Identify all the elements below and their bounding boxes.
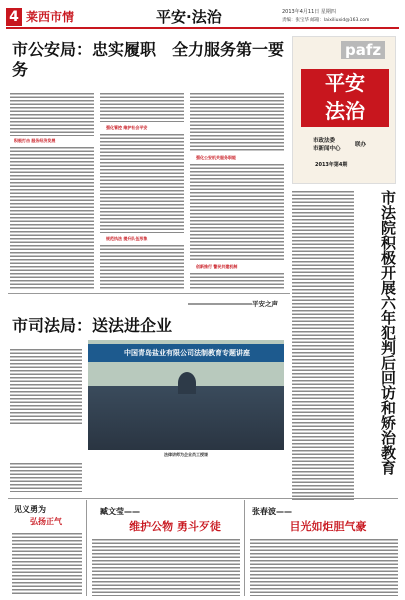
photo-banner-text: 中国青岛盐业有限公司法制教育专题讲座 xyxy=(124,349,250,357)
body-text xyxy=(100,244,184,290)
lead-subhead-5: 创新推行 警民共建机制 xyxy=(196,264,238,269)
body-text xyxy=(190,272,284,290)
peace-section xyxy=(188,296,288,312)
page-number: 4 xyxy=(9,9,19,25)
zhang-headline: 目光如炬胆气豪 xyxy=(289,520,367,533)
body-text xyxy=(100,133,184,233)
banner-sponsor-1: 市政法委 xyxy=(313,138,336,144)
right-article-headline: 市法院积极开展六年犯判后回访和矫治教育 xyxy=(379,190,397,475)
peace-section-label: 平安之声 xyxy=(252,300,278,308)
lead-subhead-3: 规范执法 提升队伍形象 xyxy=(106,236,148,241)
zhang-kicker: 张春波—— xyxy=(252,507,292,516)
divider xyxy=(8,293,290,294)
wisdom-box xyxy=(8,500,84,596)
lead-column-2 xyxy=(100,92,184,290)
masthead xyxy=(6,6,399,28)
divider xyxy=(86,500,87,596)
masthead-rule xyxy=(6,27,399,29)
court-article-body-2 xyxy=(10,462,82,492)
court-article-body xyxy=(10,348,82,424)
section-title: 平安·法治 xyxy=(156,8,222,26)
banner-title-top: 平安 xyxy=(325,71,365,95)
body-text xyxy=(100,92,184,122)
banner-sponsor-2: 市新闻中心 xyxy=(313,146,341,152)
court-headline: 市司法局：送法进企业 xyxy=(12,316,173,335)
lead-headline: 市公安局：忠实履职 全力服务第一要务 xyxy=(12,40,285,79)
photo-banner xyxy=(88,344,284,362)
paper-name: 莱西市情 xyxy=(26,10,75,24)
divider xyxy=(244,500,245,596)
lead-subhead-1: 积极打击 服务经济发展 xyxy=(14,138,56,143)
editor-line: 责编：张宝华 邮箱：laixiliuxid@163.com xyxy=(282,18,370,23)
city-headline: 维护公物 勇斗歹徒 xyxy=(129,520,221,533)
zhang-article-body xyxy=(250,538,398,596)
banner-tag: pafz xyxy=(341,41,385,59)
lead-column-1 xyxy=(10,92,94,290)
court-photo xyxy=(88,340,284,450)
wisdom-box-title-bottom: 弘扬正气 xyxy=(30,517,62,526)
divider xyxy=(8,498,398,499)
lead-subhead-4: 强化公安机关服务职能 xyxy=(196,155,236,160)
page-number-badge xyxy=(6,8,22,26)
lead-column-3 xyxy=(190,92,284,290)
body-text xyxy=(10,92,94,136)
photo-people xyxy=(88,386,284,450)
wisdom-box-body xyxy=(12,532,82,594)
body-text xyxy=(190,92,284,152)
court-photo-caption: 法律讲师为企业员工授课 xyxy=(164,452,208,457)
body-text xyxy=(190,163,284,261)
city-article-body xyxy=(92,538,240,596)
right-article-body xyxy=(292,190,354,500)
body-text xyxy=(10,146,94,290)
peace-section-bar xyxy=(188,303,252,305)
date-line: 2013年4月11日 星期四 xyxy=(282,9,336,15)
banner-title-bottom: 法治 xyxy=(325,99,365,123)
lead-subhead-2: 强化管控 维护社会平安 xyxy=(106,125,148,130)
city-kicker: 臧文莹—— xyxy=(100,507,140,516)
banner-issue: 2013年第4期 xyxy=(315,162,348,168)
wisdom-box-title-top: 见义勇为 xyxy=(14,505,46,514)
banner-sponsor-joint: 联办 xyxy=(355,142,367,148)
column-banner xyxy=(292,36,396,184)
photo-speaker xyxy=(178,372,196,394)
